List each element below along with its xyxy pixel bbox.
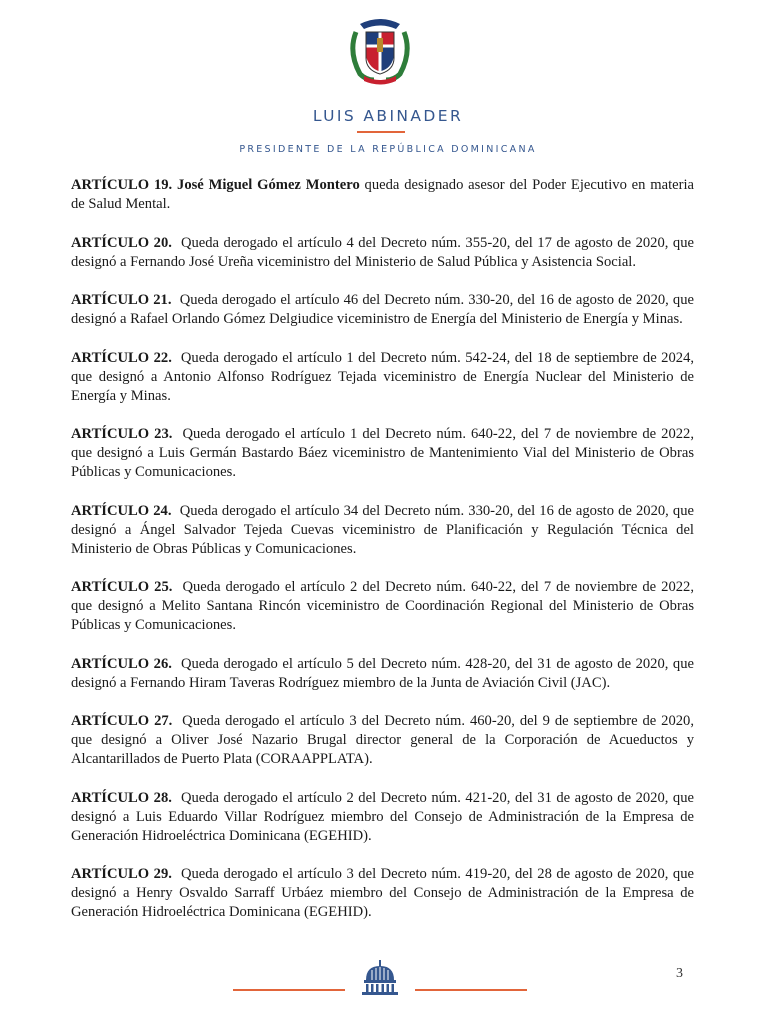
article-heading: ARTÍCULO 28. — [71, 789, 172, 806]
coat-of-arms-icon — [346, 14, 414, 86]
president-title: PRESIDENTE DE LA REPÚBLICA DOMINICANA — [239, 144, 537, 155]
decree-body — [71, 176, 694, 942]
article-text: Queda derogado el artículo 46 del Decreto núm. 330-20, del 16 de agosto de 2020, que designó a Rafael Orlando Gómez Delgiudice viceministro de Energía del Ministerio de Energía y Minas. — [71, 292, 694, 327]
article-text: Queda derogado el artículo 1 del Decreto núm. 542-24, del 18 de septiembre de 2024, que designó a Antonio Alfonso Rodríguez Tejada viceministro de Energía Nuclear del Ministerio de Energía y Minas. — [71, 349, 695, 404]
footer-rule-left — [233, 989, 345, 991]
article-heading: ARTÍCULO 21. — [71, 292, 172, 308]
article-text: Queda derogado el artículo 2 del Decreto núm. 640-22, del 7 de noviembre de 2022, que designó a Melito Santana Rincón viceministro de Coordinación Regional del Ministerio de Obras Públicas y Comunicaciones. — [71, 579, 694, 633]
article-23 — [71, 425, 694, 482]
footer-rule-right — [415, 989, 527, 991]
palace-dome-icon — [360, 960, 400, 996]
article-heading: ARTÍCULO 29. — [71, 866, 172, 882]
page-number: 3 — [676, 966, 683, 981]
article-text: Queda derogado el artículo 1 del Decreto núm. 640-22, del 7 de noviembre de 2022, que designó a Luis Germán Bastardo Báez viceministro de Mantenimiento Vial del Ministerio de Obras Públicas y Comunicaciones. — [71, 426, 694, 480]
article-28 — [71, 789, 694, 846]
article-19 — [71, 176, 694, 214]
article-26 — [71, 655, 694, 693]
article-heading: ARTÍCULO 25. — [71, 579, 173, 595]
article-text: Queda derogado el artículo 3 del Decreto núm. 460-20, del 9 de septiembre de 2020, que designó a Oliver José Nazario Brugal director general de la Corporación de Acueductos y Alcantarillados de Puerto Plata (CORAAPPLATA). — [71, 713, 695, 767]
designee-name: José Miguel Gómez Montero — [177, 177, 360, 193]
article-text: queda designado asesor del Poder Ejecutivo en materia de Salud Mental. — [71, 177, 694, 212]
name-underline — [357, 131, 405, 133]
article-text: Queda derogado el artículo 5 del Decreto núm. 428-20, del 31 de agosto de 2020, que designó a Fernando Hiram Taveras Rodríguez miembro de la Junta de Aviación Civil (JAC). — [71, 655, 694, 691]
article-heading: ARTÍCULO 24. — [71, 502, 172, 519]
article-heading: ARTÍCULO 27. — [71, 713, 173, 729]
article-24 — [71, 502, 694, 559]
article-27 — [71, 712, 694, 769]
article-22 — [71, 349, 694, 406]
article-29 — [71, 865, 694, 922]
article-heading: ARTÍCULO 19. — [71, 177, 173, 193]
article-heading: ARTÍCULO 26. — [71, 655, 172, 672]
article-heading: ARTÍCULO 23. — [71, 426, 173, 442]
article-25 — [71, 578, 694, 635]
article-heading: ARTÍCULO 20. — [71, 234, 172, 251]
article-text: Queda derogado el artículo 3 del Decreto núm. 419-20, del 28 de agosto de 2020, que designó a Henry Osvaldo Sarraff Urbáez miembro del Consejo de Administración de la Empresa de Generación Hidroeléctrica Dominicana (EGEHID). — [71, 866, 694, 920]
article-text: Queda derogado el artículo 2 del Decreto núm. 421-20, del 31 de agosto de 2020, que designó a Luis Eduardo Villar Rodríguez miembro del Consejo de Administración de la Empresa de Generación Hidroeléctrica Dominicana (EGEHID). — [71, 789, 694, 844]
letterhead — [0, 0, 776, 160]
article-21 — [71, 291, 694, 329]
president-name: LUIS ABINADER — [312, 107, 464, 125]
article-heading: ARTÍCULO 22. — [71, 349, 172, 366]
article-text: Queda derogado el artículo 4 del Decreto núm. 355-20, del 17 de agosto de 2020, que designó a Fernando José Ureña viceministro del Ministerio de Salud Pública y Asistencia Social. — [71, 234, 694, 270]
article-20 — [71, 234, 694, 272]
article-text: Queda derogado el artículo 34 del Decreto núm. 330-20, del 16 de agosto de 2020, que designó a Ángel Salvador Tejeda Cuevas viceministro de Planificación y Regulación Técnica del Ministerio de Obras Públicas y Comunicaciones. — [71, 502, 694, 557]
